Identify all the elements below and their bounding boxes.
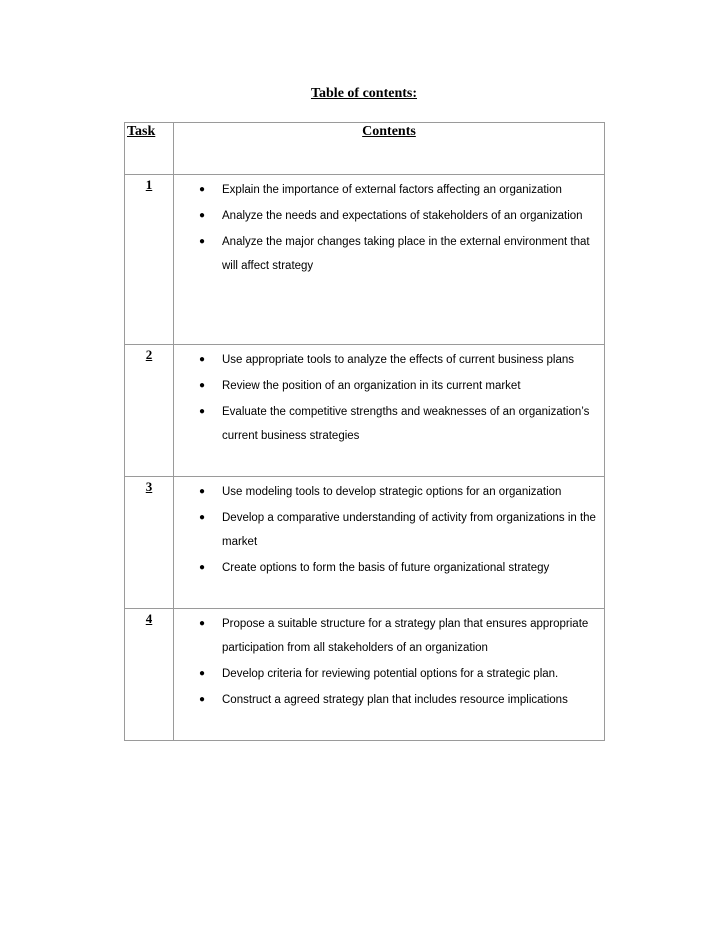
bullet-icon: ● <box>199 406 206 417</box>
list-item-text: Construct a agreed strategy plan that includes resource implications <box>222 694 568 706</box>
list-item <box>174 230 604 278</box>
table-row <box>125 345 605 477</box>
task-number: 3 <box>125 477 174 609</box>
contents-table <box>124 122 605 741</box>
list-item-text: Analyze the major changes taking place in the external environment that will affect strategy <box>222 236 590 272</box>
bullet-icon: ● <box>199 562 206 573</box>
list-item <box>174 204 604 228</box>
list-item <box>174 688 604 712</box>
list-item <box>174 178 604 202</box>
task-number: 4 <box>125 609 174 741</box>
bullet-list <box>174 348 604 448</box>
task-contents <box>174 345 605 477</box>
list-item-text: Evaluate the competitive strengths and weaknesses of an organization’s current business strategies <box>222 406 590 442</box>
page-title: Table of contents: <box>310 86 418 101</box>
list-item-text: Analyze the needs and expectations of stakeholders of an organization <box>222 210 583 222</box>
list-item-text: Use appropriate tools to analyze the effects of current business plans <box>222 354 575 366</box>
bullet-list <box>174 178 604 278</box>
list-item <box>174 662 604 686</box>
task-number: 2 <box>125 345 174 477</box>
bullet-icon: ● <box>199 236 206 247</box>
bullet-list <box>174 612 604 712</box>
contents-column-header: Contents <box>174 123 605 175</box>
list-item-text: Create options to form the basis of future organizational strategy <box>222 562 550 574</box>
table-row <box>125 609 605 741</box>
bullet-icon: ● <box>199 694 206 705</box>
list-item-text: Develop a comparative understanding of activity from organizations in the market <box>222 512 596 548</box>
bullet-icon: ● <box>199 354 206 365</box>
bullet-icon: ● <box>199 618 206 629</box>
list-item-text: Use modeling tools to develop strategic options for an organization <box>222 486 562 498</box>
list-item <box>174 506 604 554</box>
list-item-text: Propose a suitable structure for a strategy plan that ensures appropriate participation from all stakeholders of an organization <box>222 618 589 654</box>
task-contents <box>174 609 605 741</box>
list-item-text: Explain the importance of external factors affecting an organization <box>222 184 562 196</box>
task-contents <box>174 477 605 609</box>
bullet-icon: ● <box>199 512 206 523</box>
task-column-header: Task <box>125 123 174 175</box>
list-item <box>174 612 604 660</box>
table-header-row <box>125 123 605 175</box>
task-number: 1 <box>125 175 174 345</box>
list-item-text: Develop criteria for reviewing potential options for a strategic plan. <box>222 668 559 680</box>
bullet-icon: ● <box>199 668 206 679</box>
table-row <box>125 477 605 609</box>
list-item <box>174 374 604 398</box>
bullet-icon: ● <box>199 380 206 391</box>
list-item <box>174 348 604 372</box>
task-contents <box>174 175 605 345</box>
list-item <box>174 480 604 504</box>
list-item-text: Review the position of an organization in its current market <box>222 380 521 392</box>
list-item <box>174 556 604 580</box>
bullet-icon: ● <box>199 210 206 221</box>
table-row <box>125 175 605 345</box>
bullet-icon: ● <box>199 486 206 497</box>
bullet-list <box>174 480 604 580</box>
bullet-icon: ● <box>199 184 206 195</box>
list-item <box>174 400 604 448</box>
